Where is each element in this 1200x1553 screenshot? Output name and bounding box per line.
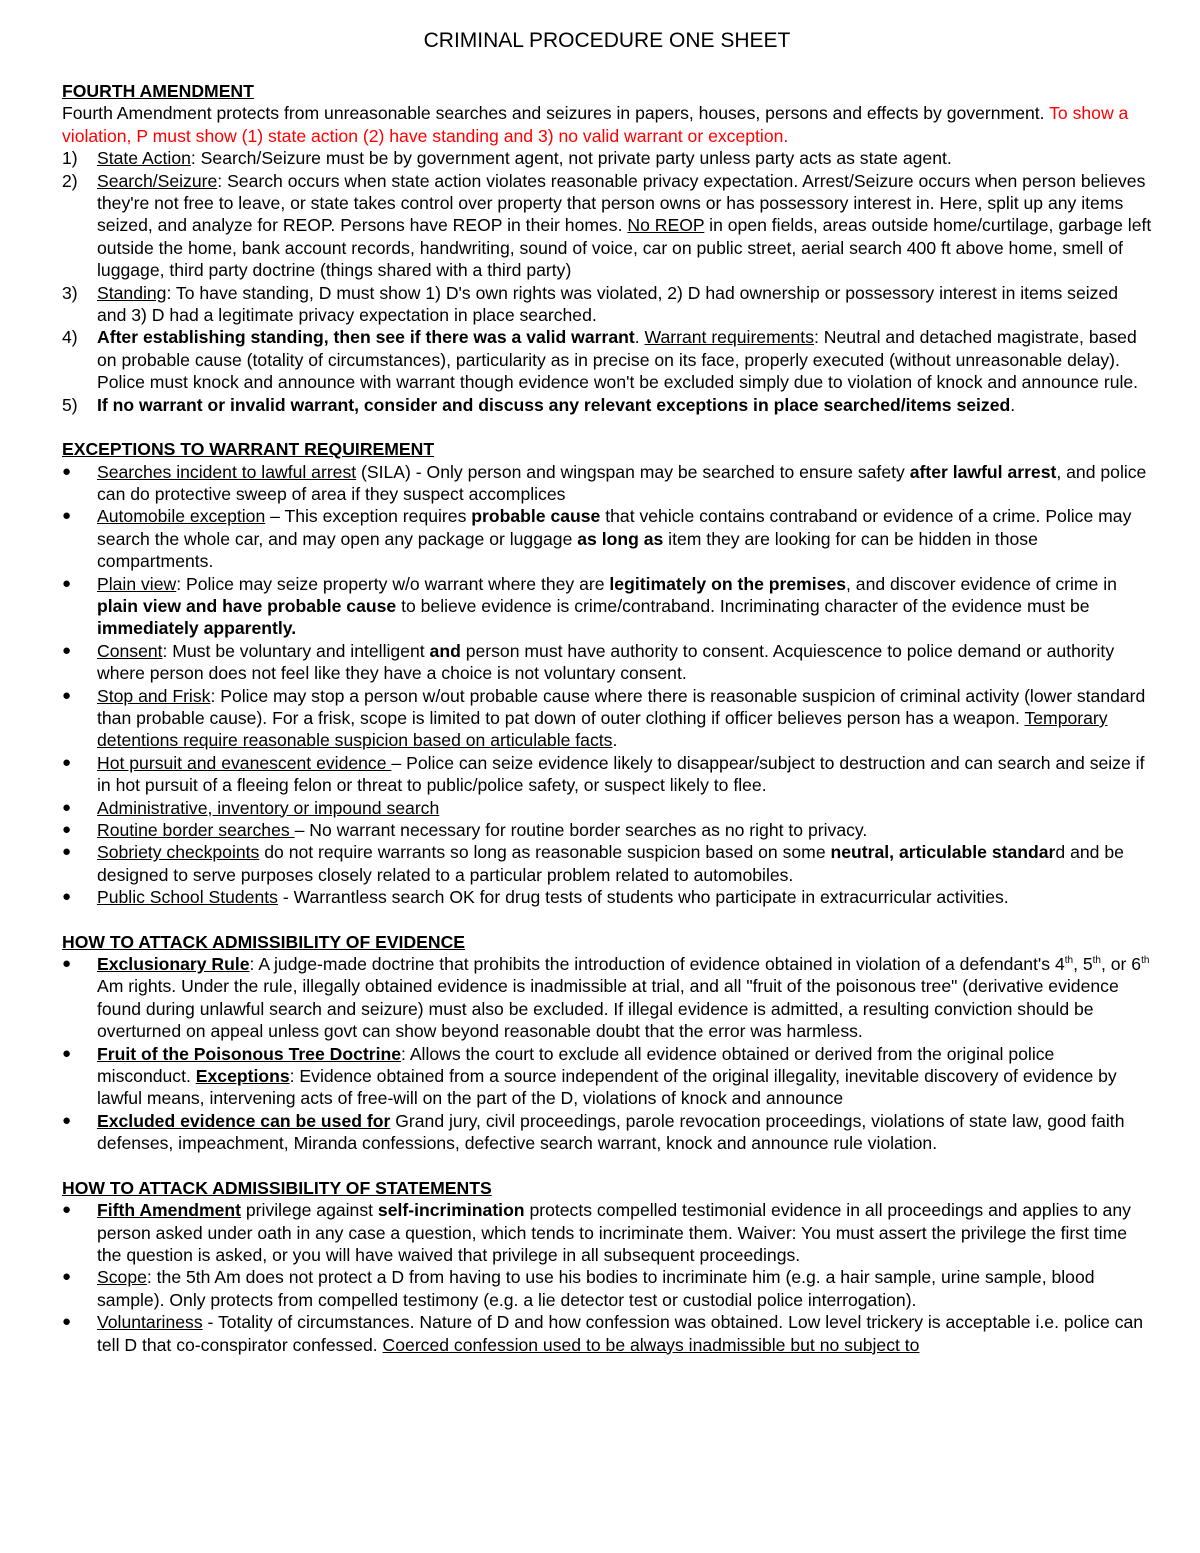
list-item: ● Exclusionary Rule: A judge-made doctrine that prohibits the introduction of evidence obtained in violation of a defendant's 4th, 5th, or 6th Am rights. Under the rule, illegally obtained evidence is inadmissible at trial, and all "fruit of the poisonous tree" (derivative evidence found during unlawful search and seizure) must also be excluded. If illegal evidence is admitted, a resulting conviction should be overturned on appeal unless govt can show beyond reasonable doubt that the error was harmless. (62, 954, 1150, 1042)
section-heading-fourth-amendment: FOURTH AMENDMENT (62, 81, 254, 101)
fourth-steps-list (62, 147, 1152, 416)
section-heading-statements: HOW TO ATTACK ADMISSIBILITY OF STATEMENTS (62, 1177, 492, 1198)
bullet-icon: ● (62, 1268, 72, 1286)
exceptions-list (62, 461, 1152, 909)
list-item: ● Voluntariness - Totality of circumstances. Nature of D and how confession was obtained. Low level trickery is acceptable i.e. police can tell D that co-conspirator confessed. Coerced confession used to be always inadmissible but no subject to (62, 1312, 1144, 1355)
list-item: ● Consent: Must be voluntary and intelligent and person must have authority to consent. Acquiescence to police demand or authority where person does not feel like they have a choice is not voluntary consent. (62, 640, 1115, 684)
list-item: ● Fruit of the Poisonous Tree Doctrine: Allows the court to exclude all evidence obtained or derived from the original police misconduct. Exceptions: Evidence obtained from a source independent of the original illegality, inevitable discovery of evidence by lawful means, intervening acts of free-will on the part of the D, violations of knock and announce (62, 1043, 1117, 1109)
list-item: 1) State Action: Search/Seizure must be by government agent, not private party unless party acts as state agent. (62, 148, 952, 169)
bullet-icon: ● (62, 462, 72, 480)
bullet-icon: ● (62, 686, 72, 704)
list-item: 4) After establishing standing, then see if there was a valid warrant. Warrant requirements: Neutral and detached magistrate, based on probable cause (totality of circumstances), particularity as in precise on its face, properly executed (without unreasonable delay). Police must knock and announce with warrant though evidence won't be excluded simply due to violation of knock and announce rule. (62, 327, 1139, 393)
bullet-icon: ● (62, 821, 72, 838)
list-item: ● Searches incident to lawful arrest (SILA) - Only person and wingspan may be searched to ensure safety after lawful arrest, and police can do protective sweep of area if they suspect accomplices (62, 461, 1147, 504)
list-item: ● Scope: the 5th Am does not protect a D from having to use his bodies to incriminate him (e.g. a hair sample, urine sample, blood sample). Only protects from compelled testimony (e.g. a lie detector test or custodial police interrogation). (62, 1267, 1095, 1310)
bullet-icon: ● (62, 1111, 72, 1129)
section-heading-exceptions: EXCEPTIONS TO WARRANT REQUIREMENT (62, 439, 435, 460)
bullet-icon: ● (62, 1201, 72, 1219)
bullet-icon: ● (62, 798, 72, 816)
section-heading-evidence: HOW TO ATTACK ADMISSIBILITY OF EVIDENCE (62, 931, 466, 952)
list-item: ● Automobile exception – This exception requires probable cause that vehicle contains contraband or evidence of a crime. Police may search the whole car, and may open any package or luggage as long as item they are looking for can be hidden in those compartments. (62, 506, 1132, 572)
list-item: ● Routine border searches – No warrant necessary for routine border searches as no right to privacy. (62, 820, 868, 840)
list-item: ● Sobriety checkpoints do not require warrants so long as reasonable suspicion based on some neutral, articulable standard and be designed to serve purposes closely related to a particular problem related to automobiles. (62, 842, 1124, 885)
document-page (62, 28, 1152, 1356)
bullet-icon: ● (62, 843, 72, 861)
bullet-icon: ● (62, 574, 72, 592)
bullet-icon: ● (62, 641, 72, 659)
statements-list (62, 1199, 1152, 1356)
list-item: ● Plain view: Police may seize property w/o warrant where they are legitimately on the premises, and discover evidence of crime in plain view and have probable cause to believe evidence is crime/contraband. Incriminating character of the evidence must be immediately apparently. (62, 573, 1117, 639)
list-item: ● Administrative, inventory or impound search (62, 797, 440, 818)
bullet-icon: ● (62, 1313, 72, 1331)
list-item: 5) If no warrant or invalid warrant, consider and discuss any relevant exceptions in place searched/items seized. (62, 394, 1016, 415)
fourth-intro-highlight: To show a violation, P must show (1) state action (2) have standing and 3) no valid warrant or exception. (62, 103, 1129, 146)
list-item: ● Fifth Amendment privilege against self-incrimination protects compelled testimonial evidence in all proceedings and applies to any person asked under oath in any case a question, which tends to incriminate them. Waiver: You must assert the privilege the first time the question is asked, or you will have waived that privilege in all subsequent proceedings. (62, 1200, 1131, 1265)
evidence-list (62, 953, 1152, 1155)
bullet-icon: ● (62, 1044, 72, 1062)
list-item: ● Excluded evidence can be used for Grand jury, civil proceedings, parole revocation proceedings, violations of state law, good faith defenses, impeachment, Miranda confessions, defective search warrant, knock and announce rule violation. (62, 1110, 1125, 1154)
list-item: 3) Standing: To have standing, D must show 1) D's own rights was violated, 2) D had ownership or possessory interest in items seized and 3) D had a legitimate privacy expectation in place searched. (62, 282, 1119, 326)
bullet-icon: ● (62, 507, 72, 525)
bullet-icon: ● (62, 888, 72, 906)
page-title: CRIMINAL PROCEDURE ONE SHEET (423, 29, 791, 52)
bullet-icon: ● (62, 753, 72, 771)
list-item: ● Public School Students - Warrantless search OK for drug tests of students who participate in extracurricular activities. (62, 887, 1009, 908)
list-item: ● Stop and Frisk: Police may stop a person w/out probable cause where there is reasonable suspicion of criminal activity (lower standard than probable cause). For a frisk, scope is limited to pat down of outer clothing if officer believes person has a weapon. Temporary detentions require reasonable suspicion based on articulable facts. (62, 685, 1146, 751)
fourth-intro: Fourth Amendment protects from unreasonable searches and seizures in papers, houses, persons and effects by government. To show a violation, P must show (1) state action (2) have standing and 3) no valid warrant or exception. (62, 103, 1129, 146)
list-item: ● Hot pursuit and evanescent evidence – Police can seize evidence likely to disappear/subject to destruction and can search and seize if in hot pursuit of a fleeing felon or threat to public/police safety, or suspect likely to flee. (62, 752, 1145, 796)
list-item: 2) Search/Seizure: Search occurs when state action violates reasonable privacy expectation. Arrest/Seizure occurs when person believes they're not free to leave, or state takes control over property that person owns or has possessory interest in. Here, split up any items seized, and analyze for REOP. Persons have REOP in their homes. No REOP in open fields, areas outside home/curtilage, garbage left outside the home, bank account records, handwriting, sound of voice, car on public street, aerial search 400 ft above home, smell of luggage, third party doctrine (things shared with a third party) (62, 170, 1152, 281)
bullet-icon: ● (62, 955, 72, 973)
